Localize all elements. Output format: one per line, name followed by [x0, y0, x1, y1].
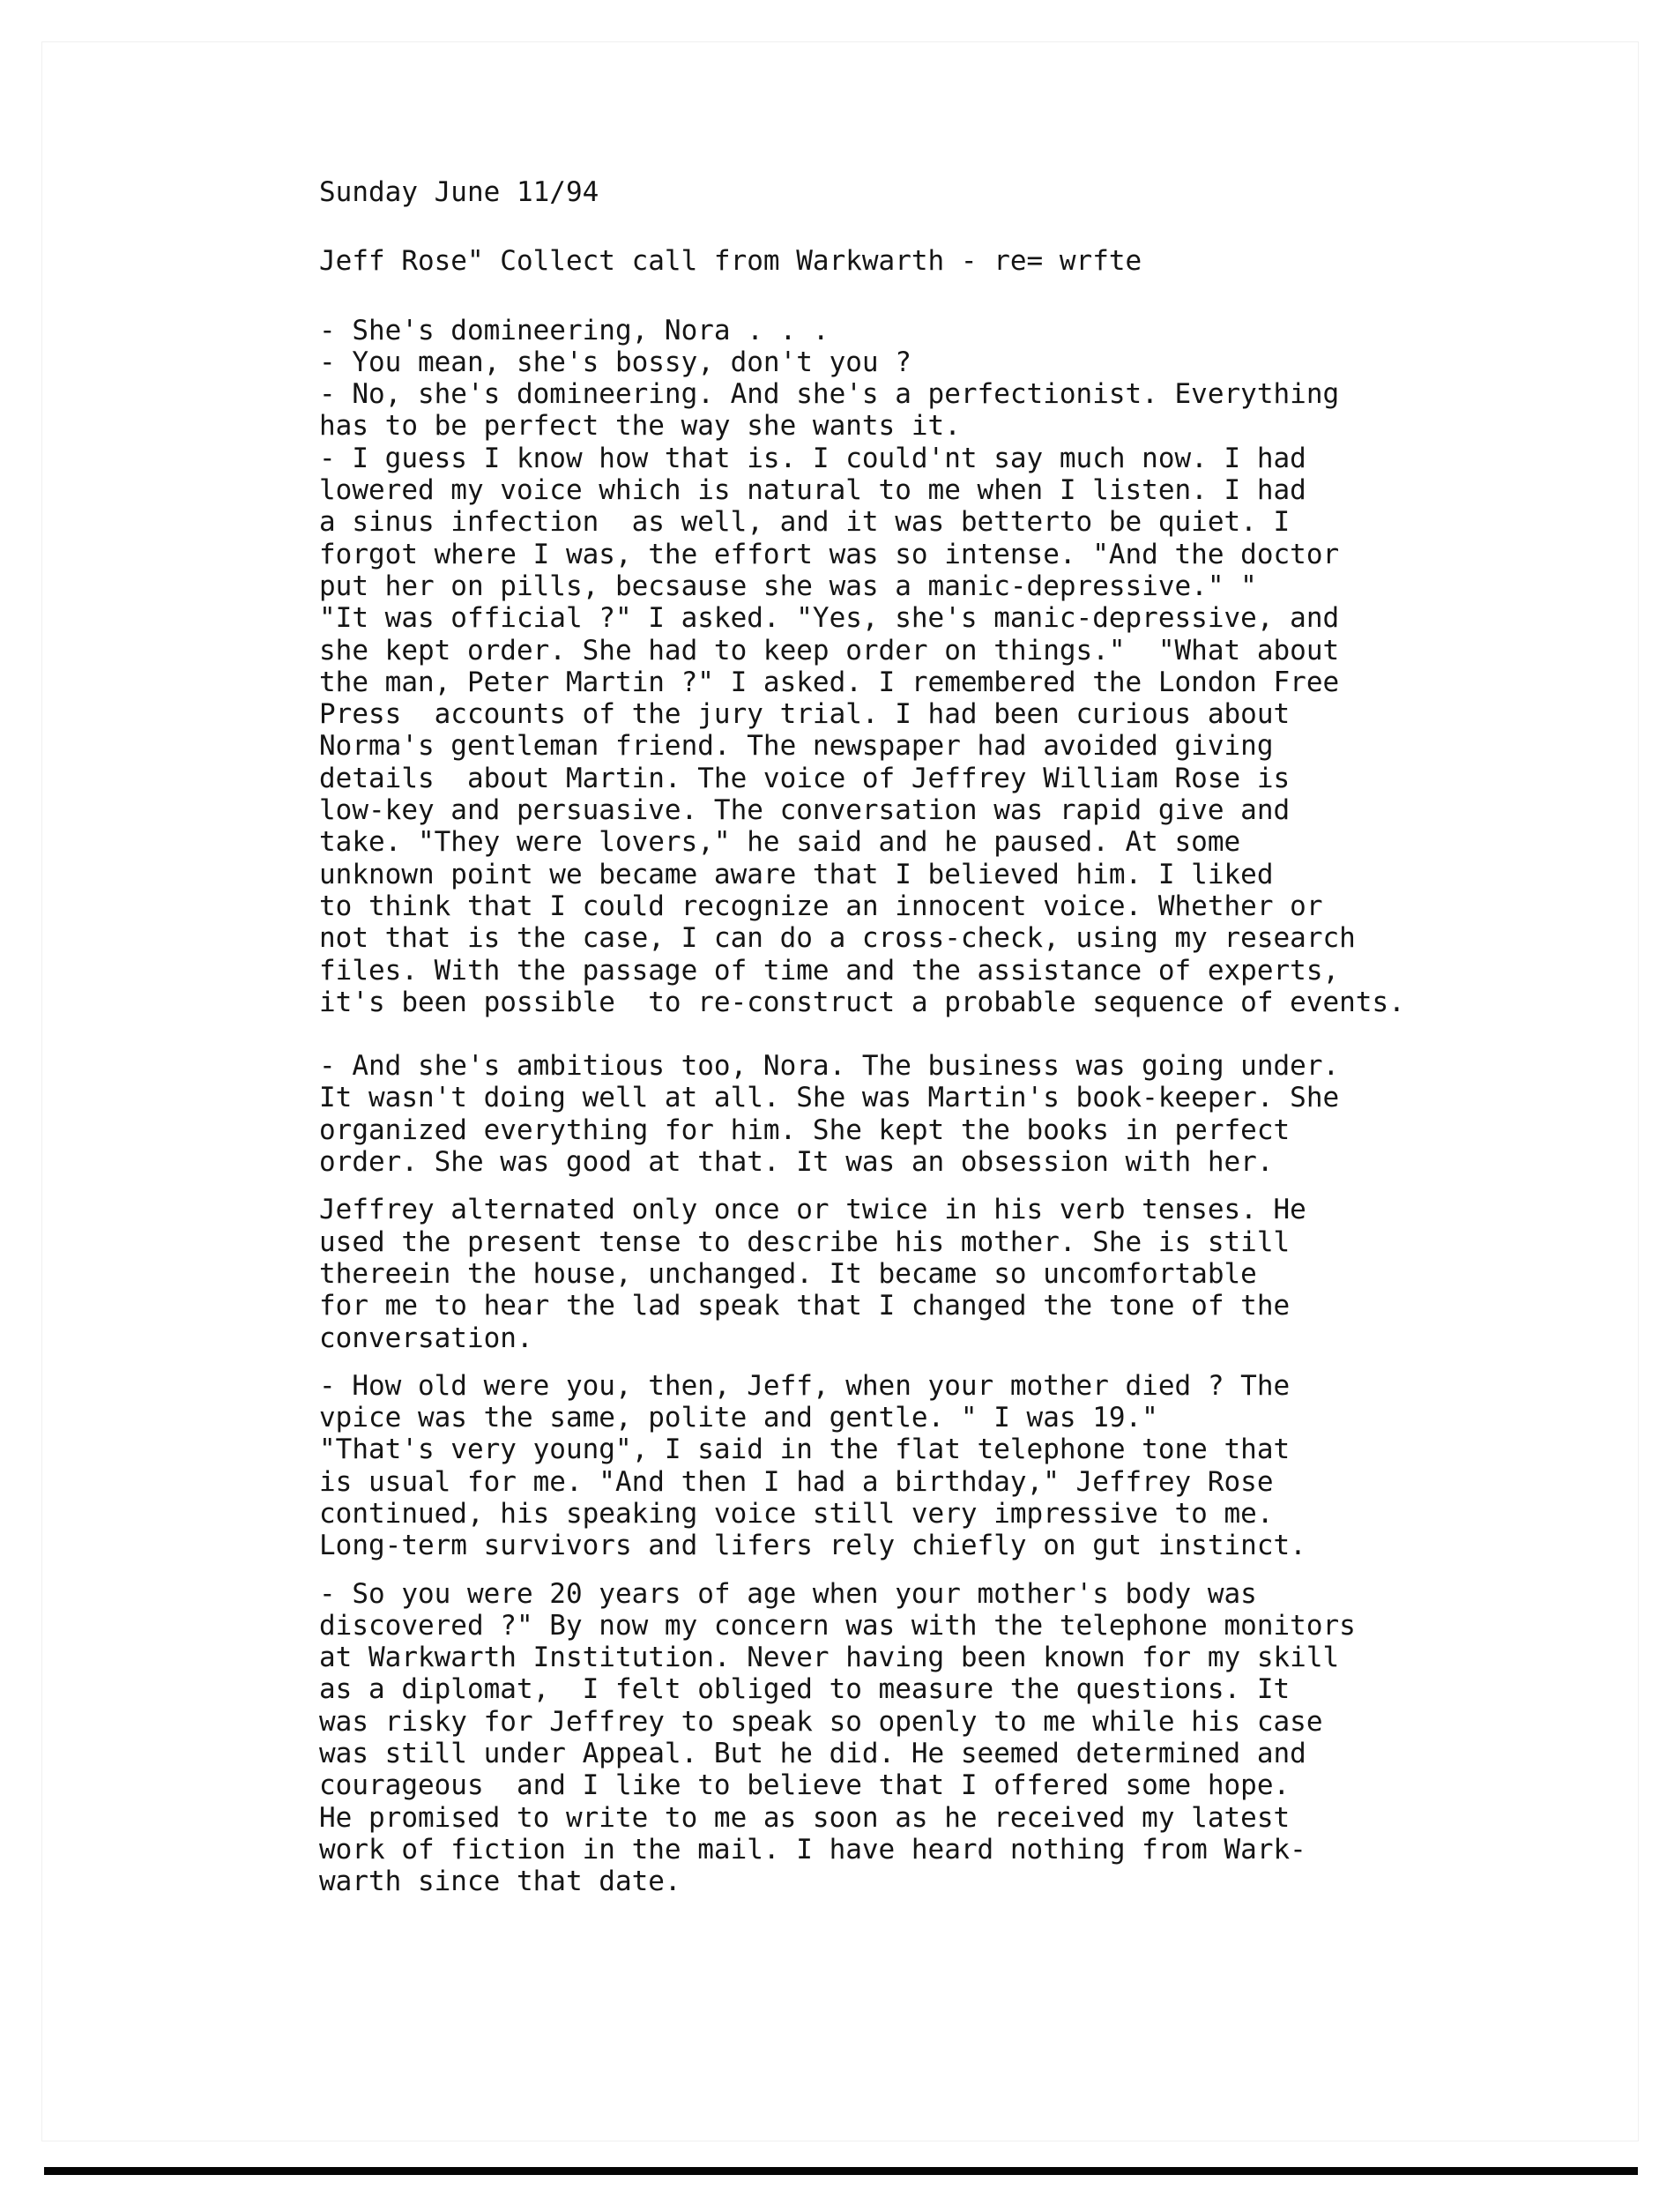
- text-line: forgot where I was, the effort was so intense. "And the doctor: [319, 538, 1340, 570]
- text-line: was still under Appeal. But he did. He seemed determined and: [319, 1738, 1306, 1770]
- paragraph-container: [319, 315, 1615, 1898]
- text-line: - So you were 20 years of age when your mother's body was: [319, 1577, 1257, 1610]
- text-line: - No, she's domineering. And she's a perfectionist. Everything: [319, 378, 1340, 411]
- text-line: to think that I could recognize an innocent voice. Whether or: [319, 890, 1323, 922]
- paragraph: [319, 1050, 1615, 1178]
- text-line: low-key and persuasive. The conversation was rapid give and: [319, 794, 1291, 827]
- text-line: "It was official ?" I asked. "Yes, she's manic-depressive, and: [319, 602, 1340, 635]
- paragraph: [319, 1578, 1615, 1898]
- text-line: it's been possible to re-construct a probable sequence of events.: [319, 986, 1405, 1018]
- text-line: order. She was good at that. It was an obsession with her.: [319, 1146, 1274, 1179]
- text-line: the man, Peter Martin ?" I asked. I remembered the London Free: [319, 666, 1340, 698]
- text-line: take. "They were lovers," he said and he paused. At some: [319, 826, 1241, 859]
- text-line: lowered my voice which is natural to me when I listen. I had: [319, 474, 1306, 507]
- text-line: - I guess I know how that is. I could'nt say much now. I had: [319, 442, 1306, 474]
- text-line: vpice was the same, polite and gentle. " I was 19.": [319, 1402, 1158, 1434]
- document-date: Sunday June 11/94: [319, 176, 599, 208]
- paragraph: [319, 1194, 1615, 1353]
- text-line: details about Martin. The voice of Jeffrey William Rose is: [319, 762, 1291, 794]
- text-line: was risky for Jeffrey to speak so openly to me while his case: [319, 1705, 1323, 1738]
- text-line: has to be perfect the way she wants it.: [319, 410, 961, 443]
- text-line: It wasn't doing well at all. She was Martin's book-keeper. She: [319, 1082, 1340, 1114]
- text-line: - She's domineering, Nora . . .: [319, 314, 830, 346]
- text-line: He promised to write to me as soon as he received my latest: [319, 1801, 1291, 1834]
- text-line: Norma's gentleman friend. The newspaper had avoided giving: [319, 730, 1274, 763]
- text-line: as a diplomat, I felt obliged to measure the questions. It: [319, 1673, 1291, 1706]
- text-line: work of fiction in the mail. I have heard nothing from Wark-: [319, 1833, 1306, 1866]
- text-line: she kept order. She had to keep order on things." "What about: [319, 634, 1340, 667]
- text-line: discovered ?" By now my concern was with the telephone monitors: [319, 1609, 1356, 1642]
- text-line: warth since that date.: [319, 1866, 681, 1898]
- text-line: - How old were you, then, Jeff, when your mother died ? The: [319, 1369, 1291, 1402]
- text-line: Long-term survivors and lifers rely chiefly on gut instinct.: [319, 1530, 1306, 1562]
- text-line: a sinus infection as well, and it was betterto be quiet. I: [319, 506, 1291, 539]
- text-line: courageous and I like to believe that I offered some hope.: [319, 1769, 1291, 1802]
- text-line: files. With the passage of time and the assistance of experts,: [319, 954, 1340, 987]
- text-line: not that is the case, I can do a cross-check, using my research: [319, 922, 1356, 955]
- text-line: Press accounts of the jury trial. I had been curious about: [319, 698, 1291, 731]
- paragraph: [319, 315, 1615, 1019]
- paragraph: [319, 1370, 1615, 1562]
- text-line: Jeffrey alternated only once or twice in his verb tenses. He: [319, 1194, 1306, 1226]
- text-line: continued, his speaking voice still very impressive to me.: [319, 1497, 1274, 1530]
- document-heading: Jeff Rose" Collect call from Warkwarth - re= wrfte: [319, 245, 1142, 278]
- text-line: organized everything for him. She kept the books in perfect: [319, 1113, 1291, 1146]
- text-line: "That's very young", I said in the flat telephone tone that: [319, 1434, 1291, 1466]
- text-line: - You mean, she's bossy, don't you ?: [319, 346, 911, 378]
- text-line: put her on pills, becsause she was a manic-depressive." ": [319, 570, 1257, 602]
- text-line: for me to hear the lad speak that I changed the tone of the: [319, 1290, 1291, 1322]
- text-line: thereein the house, unchanged. It became so uncomfortable: [319, 1257, 1257, 1290]
- text-line: - And she's ambitious too, Nora. The business was going under.: [319, 1050, 1340, 1083]
- text-line: at Warkwarth Institution. Never having been known for my skill: [319, 1642, 1340, 1674]
- text-line: is usual for me. "And then I had a birthday," Jeffrey Rose: [319, 1465, 1274, 1498]
- text-line: conversation.: [319, 1322, 533, 1354]
- text-line: used the present tense to describe his mother. She is still: [319, 1225, 1291, 1258]
- page-bottom-edge: [44, 2167, 1638, 2175]
- text-line: unknown point we became aware that I believed him. I liked: [319, 858, 1274, 890]
- typewritten-text: [319, 176, 1615, 1914]
